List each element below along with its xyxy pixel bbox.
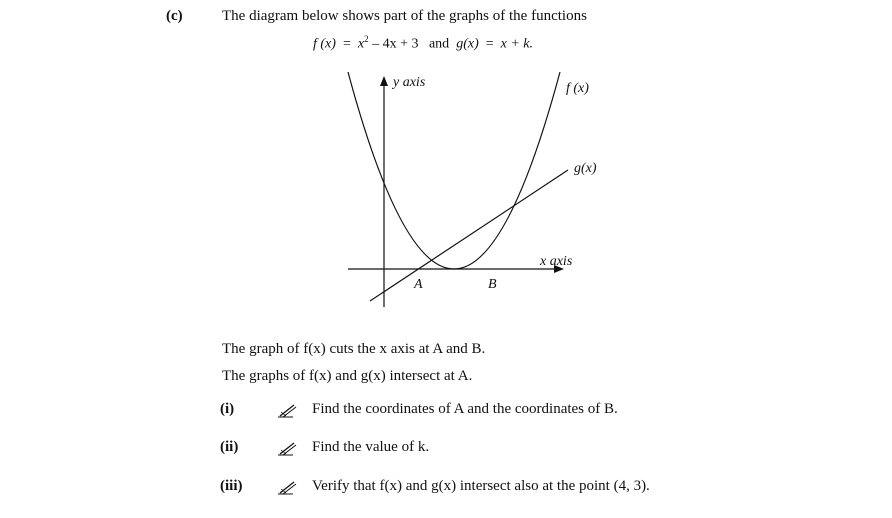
question-label: (c) — [166, 8, 183, 24]
equals-sign: = — [342, 36, 351, 52]
function-graph — [330, 62, 610, 312]
f-expr-rest: – 4x + 3 — [368, 36, 419, 52]
statement-line-1: The graph of f(x) cuts the x axis at A and B. — [222, 341, 486, 357]
point-b-label: B — [488, 277, 497, 292]
f-curve — [348, 72, 560, 269]
f-name: f (x) — [313, 36, 336, 52]
part-ii-text: Find the value of k. — [312, 439, 430, 455]
g-line — [370, 170, 568, 301]
part-iii-label: (iii) — [220, 478, 243, 494]
f-expr-x: x — [357, 36, 365, 52]
g-expr: x + k. — [500, 36, 534, 52]
x-axis-label: x axis — [540, 254, 573, 269]
point-a-label: A — [414, 277, 423, 292]
pencil-icon — [277, 440, 297, 456]
part-ii-label: (ii) — [220, 439, 239, 455]
f-label: f (x) — [566, 81, 589, 96]
question-intro: The diagram below shows part of the graphs of the functions — [222, 8, 587, 24]
pencil-icon — [277, 402, 297, 418]
part-i-text: Find the coordinates of A and the coordinates of B. — [312, 401, 618, 417]
g-name: g(x) — [456, 36, 479, 52]
pencil-icon — [277, 479, 297, 495]
function-definitions — [313, 34, 533, 53]
g-label: g(x) — [574, 161, 597, 176]
equals-sign: = — [485, 36, 494, 52]
statement-line-2: The graphs of f(x) and g(x) intersect at A. — [222, 368, 473, 384]
y-axis-label: y axis — [393, 75, 426, 90]
and-word: and — [428, 36, 450, 52]
part-iii-text: Verify that f(x) and g(x) intersect also at the point (4, 3). — [312, 478, 650, 494]
f-expr-exponent: 2 — [364, 34, 369, 44]
part-i-label: (i) — [220, 401, 235, 417]
y-axis-arrow-icon — [380, 76, 388, 86]
